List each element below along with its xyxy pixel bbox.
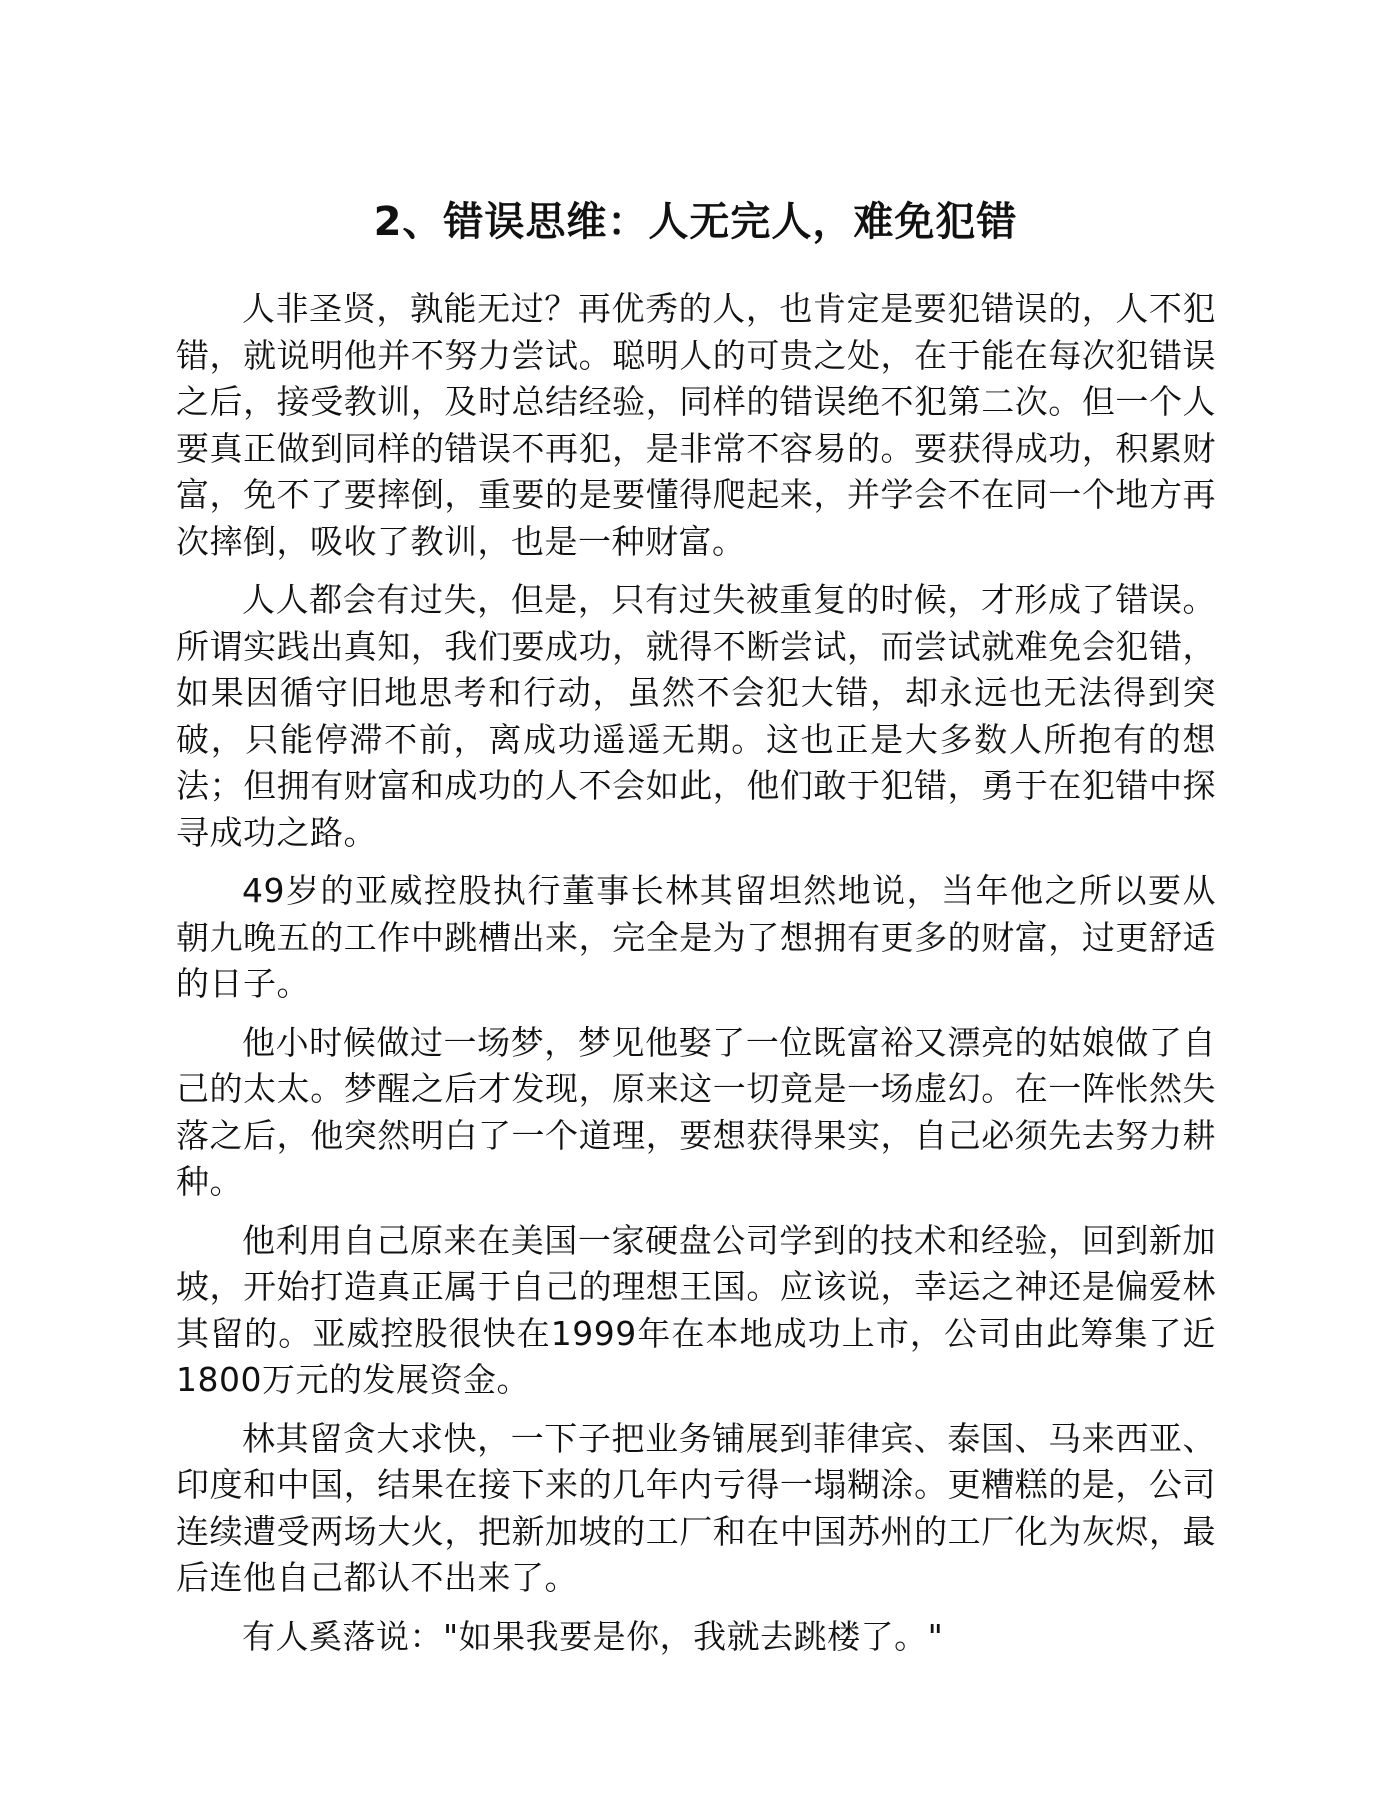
paragraph-5: 他利用自己原来在美国一家硬盘公司学到的技术和经验，回到新加坡，开始打造真正属于自己的理想王国。应该说，幸运之神还是偏爱林其留的。亚威控股很快在1999年在本地成功上市，公司由此筹集了近1800万元的发展资金。 (176, 1220, 1216, 1399)
paragraph-6: 林其留贪大求快，一下子把业务铺展到菲律宾、泰国、马来西亚、印度和中国，结果在接下来的几年内亏得一塌糊涂。更糟糕的是，公司连续遭受两场大火，把新加坡的工厂和在中国苏州的工厂化为灰烬，最后连他自己都认不出来了。 (176, 1418, 1216, 1597)
section-title: 2、错误思维：人无完人，难免犯错 (373, 199, 1018, 245)
paragraph-7: 有人奚落说："如果我要是你，我就去跳楼了。" (242, 1616, 944, 1656)
paragraph-3: 49岁的亚威控股执行董事长林其留坦然地说，当年他之所以要从朝九晚五的工作中跳槽出来，完全是为了想拥有更多的财富，过更舒适的日子。 (176, 871, 1216, 1003)
paragraph-1: 人非圣贤，孰能无过？再优秀的人，也肯定是要犯错误的，人不犯错，就说明他并不努力尝试。聪明人的可贵之处，在于能在每次犯错误之后，接受教训，及时总结经验，同样的错误绝不犯第二次。但一个人要真正做到同样的错误不再犯，是非常不容易的。要获得成功，积累财富，免不了要摔倒，重要的是要懂得爬起来，并学会不在同一个地方再次摔倒，吸收了教训，也是一种财富。 (176, 289, 1216, 561)
paragraph-2: 人人都会有过失，但是，只有过失被重复的时候，才形成了错误。所谓实践出真知，我们要成功，就得不断尝试，而尝试就难免会犯错，如果因循守旧地思考和行动，虽然不会犯大错，却永远也无法得到突破，只能停滞不前，离成功遥遥无期。这也正是大多数人所抱有的想法；但拥有财富和成功的人不会如此，他们敢于犯错，勇于在犯错中探寻成功之路。 (176, 580, 1216, 852)
paragraph-4: 他小时候做过一场梦，梦见他娶了一位既富裕又漂亮的姑娘做了自己的太太。梦醒之后才发现，原来这一切竟是一场虚幻。在一阵怅然失落之后，他突然明白了一个道理，要想获得果实，自己必须先去努力耕种。 (176, 1022, 1216, 1201)
document-body (176, 286, 1216, 1672)
